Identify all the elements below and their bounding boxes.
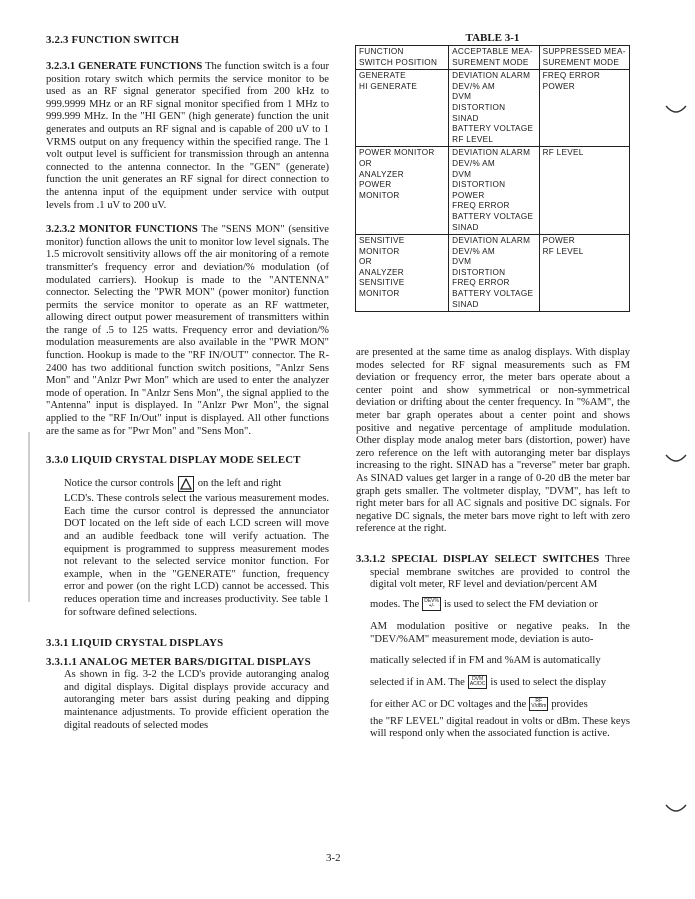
table-cell: DEVIATION ALARM DEV/% AM DVM DISTORTION POWER FREQ ERROR BATTERY VOLTAGE SINAD bbox=[449, 147, 539, 235]
heading-3-3-0: 3.3.0 LIQUID CRYSTAL DISPLAY MODE SELECT bbox=[46, 454, 301, 467]
heading-3-2-3-1: 3.2.3.1 GENERATE FUNCTIONS bbox=[46, 61, 203, 72]
para-3-3-0: LCD's. These controls select the various measurement modes. Each time the cursor control is depressed the annunciator DOT located on the left side of each LCD screen will move and an audible feedback tone will verify actuation. The equipment is programmed to suppress measurement modes not relevant to the selected service monitor function. For example, when in the "GENERATE" function, frequency error and power (on the right LCD) cannot be accessed. This reduces operation time and increases productivity. See table 1 for software defined selections. bbox=[64, 493, 329, 618]
text-c: AM modulation positive or negative peaks. In the "DEV/%AM" measurement mode, deviation is auto- bbox=[370, 620, 630, 645]
para-3-2-3-1 bbox=[46, 61, 329, 212]
text-f1: for either AC or DC voltages and the bbox=[370, 698, 527, 710]
dvm-key-bot: AC/DC bbox=[469, 681, 486, 688]
dev-key-top: DEV% bbox=[424, 598, 439, 605]
table-caption: TABLE 3-1 bbox=[465, 32, 520, 44]
para-3-3-0-intro bbox=[46, 475, 329, 493]
para-3-2-3-2 bbox=[46, 224, 329, 438]
line-dvm-key bbox=[370, 672, 630, 694]
dev-am-key-icon bbox=[422, 597, 441, 611]
binder-hole-mark-icon bbox=[665, 104, 687, 118]
right-column bbox=[356, 347, 630, 741]
table-cell: DEVIATION ALARM DEV/% AM DVM DISTORTION FREQ ERROR BATTERY VOLTAGE SINAD bbox=[449, 235, 539, 312]
text-e2: is used to select the display bbox=[490, 676, 607, 688]
heading-3-2-3-2: 3.2.3.2 MONITOR FUNCTIONS bbox=[46, 224, 198, 236]
dvm-key-top: DVM bbox=[472, 676, 484, 683]
para-3-3-1-2-text-a: Three special membrane switches are provided to control the digital volt meter, RF level and deviation/percent AM bbox=[370, 553, 630, 591]
para-3-2-3-2-text: The "SENS MON" (sensitive monitor) function allows the unit to monitor low level signals. The 1.5 microvolt sensitivity allows off the air monitoring of a remote transmitter's frequency error and deviation/% modulation (of modulated carriers). Hookup is made to the "ANTENNA" connector. Selecting the "PWR MON" (power monitor) function permits the service monitor to operate as an RF wattmeter, allowing direct output power measurement of transmitters within the range of .5 to 125 watts. Frequency error and deviation/% modulation measurements are also available in the "PWR MON" function. Hookup is made to the "RF IN/OUT" connector. The R-2400 has two additional function switch positions, "Anlzr Sens Mon" and "Anlzr Pwr Mon" which are used to enter the analyzer mode of operation. In "Anlzr Sens Mon", the signal applied to the "Antenna" input is displayed. In "Anlzr Pwr Mon", the signal applied to the "RF In/Out" input is displayed. All other functions are the same as for "Pwr Mon" and "Sens Mon". bbox=[46, 224, 329, 437]
left-column bbox=[46, 34, 329, 732]
heading-3-3-1: 3.3.1 LIQUID CRYSTAL DISPLAYS bbox=[46, 637, 224, 650]
text-f2: provides bbox=[551, 698, 588, 710]
text-e1: selected if in AM. The bbox=[370, 676, 465, 688]
cursor-text-b: on the left and right bbox=[197, 478, 282, 490]
line-dev-key bbox=[370, 594, 630, 616]
rf-key-top: RF bbox=[535, 698, 543, 705]
table-cell: FREQ ERROR POWER bbox=[539, 70, 629, 147]
line-rf-key bbox=[370, 694, 630, 716]
table-cell: POWER MONITOR OR ANALYZER POWER MONITOR bbox=[356, 147, 449, 235]
binder-hole-mark-icon bbox=[665, 453, 687, 467]
table-cell: SENSITIVE MONITOR OR ANALYZER SENSITIVE MONITOR bbox=[356, 235, 449, 312]
table-header-cell: FUNCTION SWITCH POSITION bbox=[356, 46, 449, 70]
table-row bbox=[356, 70, 630, 147]
text-b1: modes. The bbox=[370, 598, 420, 610]
text-d: matically selected if in FM and %AM is automatically bbox=[370, 654, 601, 666]
para-3-3-1-2 bbox=[356, 554, 630, 592]
rf-key-bot: V/dBm bbox=[531, 703, 547, 710]
table-row bbox=[356, 147, 630, 235]
cursor-up-icon bbox=[178, 476, 194, 492]
dev-key-bot: +/- bbox=[428, 603, 435, 610]
text-g: the "RF LEVEL" digital readout in volts or dBm. These keys will respond only when the associated function is active. bbox=[370, 715, 630, 740]
table-cell: DEVIATION ALARM DEV/% AM DVM DISTORTION SINAD BATTERY VOLTAGE RF LEVEL bbox=[449, 70, 539, 147]
para-3-2-3-1-text: The function switch is a four position rotary switch which permits the service monitor to be used as an RF signal generator specified from 200 kHz to 999.9999 MHz or an RF signal monitor specified from 1 MHz to 999.999 MHz. In the "HI GEN" (high generate) function the unit generates and outputs an RF signal and is capable of 200 uV to 1 VRMS output on any frequency within the specified range. The 1 volt output level is sufficient for transmission through an antenna connected to the antenna connector. In the "GEN" (generate) function the unit generates an RF signal for direct connection to the antenna input of the equipment under service with output levels from .1 uV to 200 uV. bbox=[46, 61, 329, 211]
para-3-3-1-1: As shown in fig. 3-2 the LCD's provide autoranging analog and digital displays. Digital displays provide accuracy and autoranging meter bars assist during peaking and dipping maintenance adjustments. To provide efficient operation the digital readouts of selected modes bbox=[64, 669, 329, 731]
heading-3-3-1-2: 3.3.1.2 SPECIAL DISPLAY SELECT SWITCHES bbox=[356, 553, 600, 565]
heading-3-2-3: 3.2.3 FUNCTION SWITCH bbox=[46, 34, 180, 46]
cursor-text-a: Notice the cursor controls bbox=[64, 478, 174, 490]
change-bar bbox=[28, 432, 30, 602]
binder-hole-mark-icon bbox=[665, 803, 687, 817]
table-header-cell: ACCEPTABLE MEA- SUREMENT MODE bbox=[449, 46, 539, 70]
table-header-cell: SUPPRESSED MEA- SUREMENT MODE bbox=[539, 46, 629, 70]
table-cell: GENERATE HI GENERATE bbox=[356, 70, 449, 147]
rf-level-key-icon bbox=[529, 697, 548, 711]
table-header-row bbox=[356, 46, 630, 70]
table-3-1 bbox=[355, 45, 630, 312]
dvm-key-icon bbox=[468, 675, 488, 689]
para-continued: are presented at the same time as analog displays. With display modes selected for RF signal measurements such as FM deviation or frequency error, the meter bars operate about a center point and show symmetrical or non-symmetrical deviation or drifting about the center frequency. In "%AM", the meter bar graph operates about a center point and shows positive and negative percentage of amplitude modulation. Other display mode analog meter bars (distortion, power) have zero reference on the left with autoranging meter bar displays increasing to the right. SINAD has a "reverse" meter bar graph. As SINAD values get larger in a range of 0-20 dB the meter bar graph gets smaller. The voltmeter display, "DVM", has left to right meter bars for all AC signals and positive DC signals. For negative DC signals, the meter bars move right to left with zero reference at the right. bbox=[356, 347, 630, 535]
page-number: 3-2 bbox=[326, 852, 341, 864]
table-row bbox=[356, 235, 630, 312]
table-cell: POWER RF LEVEL bbox=[539, 235, 629, 312]
para-3-3-1-2-keys bbox=[356, 594, 630, 741]
table-cell: RF LEVEL bbox=[539, 147, 629, 235]
heading-3-3-1-1: 3.3.1.1 ANALOG METER BARS/DIGITAL DISPLAYS bbox=[46, 656, 311, 669]
text-b2: is used to select the FM deviation or bbox=[443, 598, 598, 610]
